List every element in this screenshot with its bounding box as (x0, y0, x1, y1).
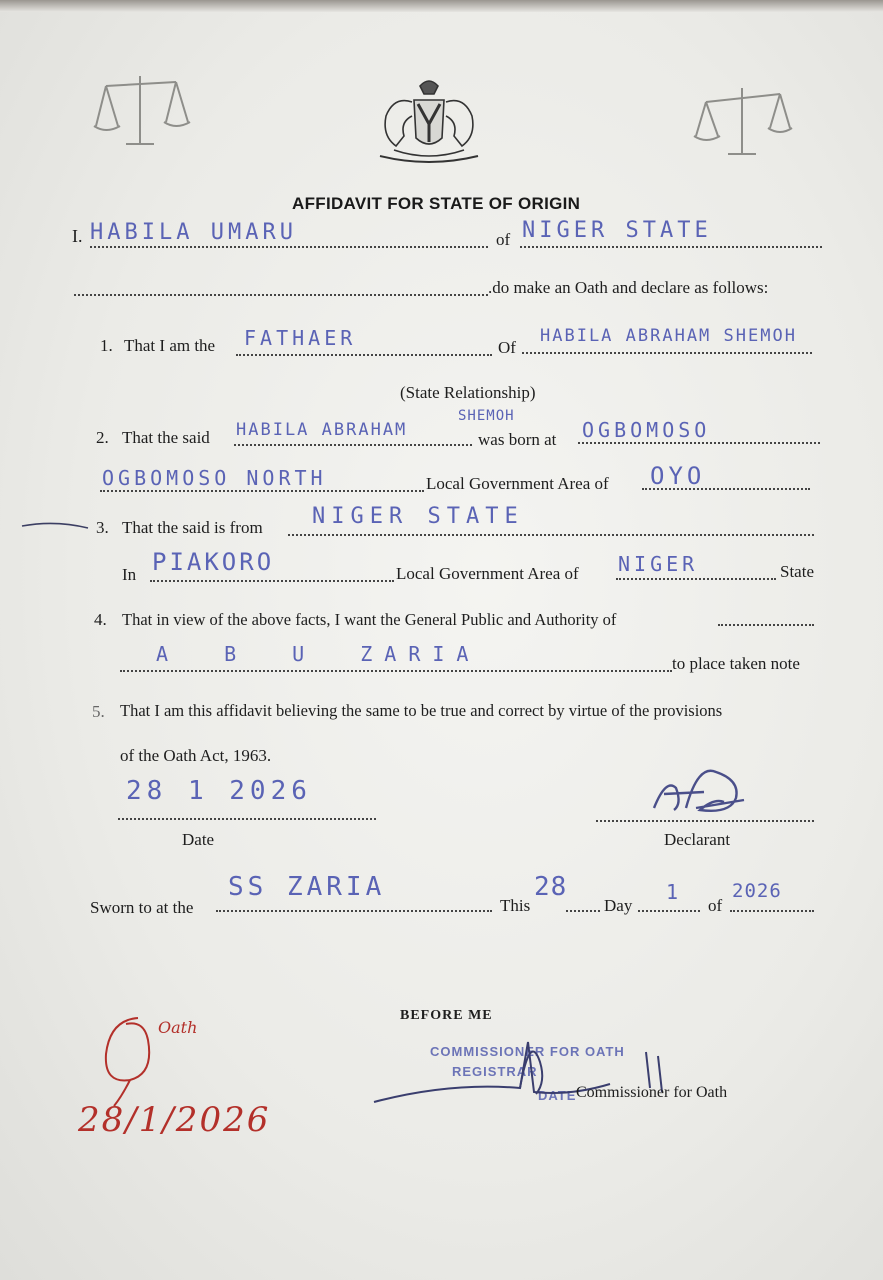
date-value: 28 1 2026 (126, 776, 312, 806)
birth-lga: OGBOMOSO NORTH (102, 466, 327, 490)
declarant-signature (644, 758, 754, 822)
clause-3-number: 3. (96, 518, 109, 537)
clause-5-number: 5. (92, 702, 105, 721)
coat-of-arms-icon (374, 76, 484, 174)
oath-declaration-text: .do make an Oath and declare as follows: (488, 278, 769, 297)
clause-4-end-text: to place taken note (672, 654, 800, 673)
intro-of-label: of (496, 230, 511, 249)
intro-of-value: NIGER STATE (522, 218, 712, 243)
clause-1-text: That I am the (124, 336, 216, 355)
scales-of-justice-icon-left (92, 68, 192, 152)
clause-5-line-1: That I am this affidavit believing the same to be true and correct by virtue of the provisions (120, 701, 723, 720)
declarant-name: HABILA UMARU (90, 220, 297, 245)
day-label: Day (604, 896, 633, 915)
red-date: 28/1/2026 (78, 1100, 271, 1140)
this-label: This (500, 896, 531, 915)
before-me-label: BEFORE ME (400, 1008, 493, 1023)
clause-2-person-extra: SHEMOH (458, 408, 515, 424)
stamp-line-1: COMMISSIONER FOR OATH (430, 1044, 625, 1059)
origin-state: NIGER STATE (312, 504, 524, 529)
clause-2-lga-label: Local Government Area of (426, 474, 609, 493)
clause-2-number: 2. (96, 428, 109, 447)
scales-of-justice-icon-right (690, 84, 794, 160)
sworn-place: SS ZARIA (228, 872, 386, 902)
of-label: of (708, 896, 723, 915)
clause-5-line-2: of the Oath Act, 1963. (120, 746, 272, 765)
commissioner-signature (370, 1022, 700, 1118)
relationship-value: FATHAER (244, 326, 357, 350)
date-label: Date (182, 830, 215, 849)
declarant-label: Declarant (664, 830, 731, 849)
clause-3-state-label: State (780, 562, 814, 581)
month-value: 1 (666, 880, 683, 904)
clause-4-text: That in view of the above facts, I want the General Public and Authority of (122, 610, 617, 629)
birth-state: OYO (650, 462, 706, 490)
intro-prefix: I. (72, 226, 83, 246)
day-value: 28 (534, 872, 568, 902)
stamp-line-2: REGISTRAR (452, 1064, 538, 1079)
sworn-label: Sworn to at the (90, 898, 194, 917)
child-name: HABILA ABRAHAM SHEMOH (540, 326, 797, 346)
red-oath-text: Oath (158, 1018, 198, 1037)
clause-4-number: 4. (94, 610, 107, 629)
authority-value: A B U ZARIA (156, 642, 481, 666)
origin-lga: PIAKORO (152, 548, 275, 576)
document-title: AFFIDAVIT FOR STATE OF ORIGIN (292, 194, 581, 213)
commissioner-label: Commissioner for Oath (576, 1084, 728, 1101)
clause-3-lga-label: Local Government Area of (396, 564, 579, 583)
birth-place: OGBOMOSO (582, 418, 711, 442)
clause-3-text: That the said is from (122, 518, 263, 537)
clause-2-text: That the said (122, 428, 210, 447)
clause-1-of-label: Of (498, 338, 516, 357)
clause-3-in-label: In (122, 565, 137, 584)
clause-1-number: 1. (100, 336, 113, 355)
year-value: 2026 (732, 880, 782, 902)
born-at-label: was born at (478, 430, 557, 449)
clause-2-person: HABILA ABRAHAM (236, 420, 408, 440)
stamp-line-3: DATE (538, 1088, 577, 1103)
state-relationship-note: (State Relationship) (400, 383, 536, 402)
origin-lga-state: NIGER (618, 552, 699, 576)
